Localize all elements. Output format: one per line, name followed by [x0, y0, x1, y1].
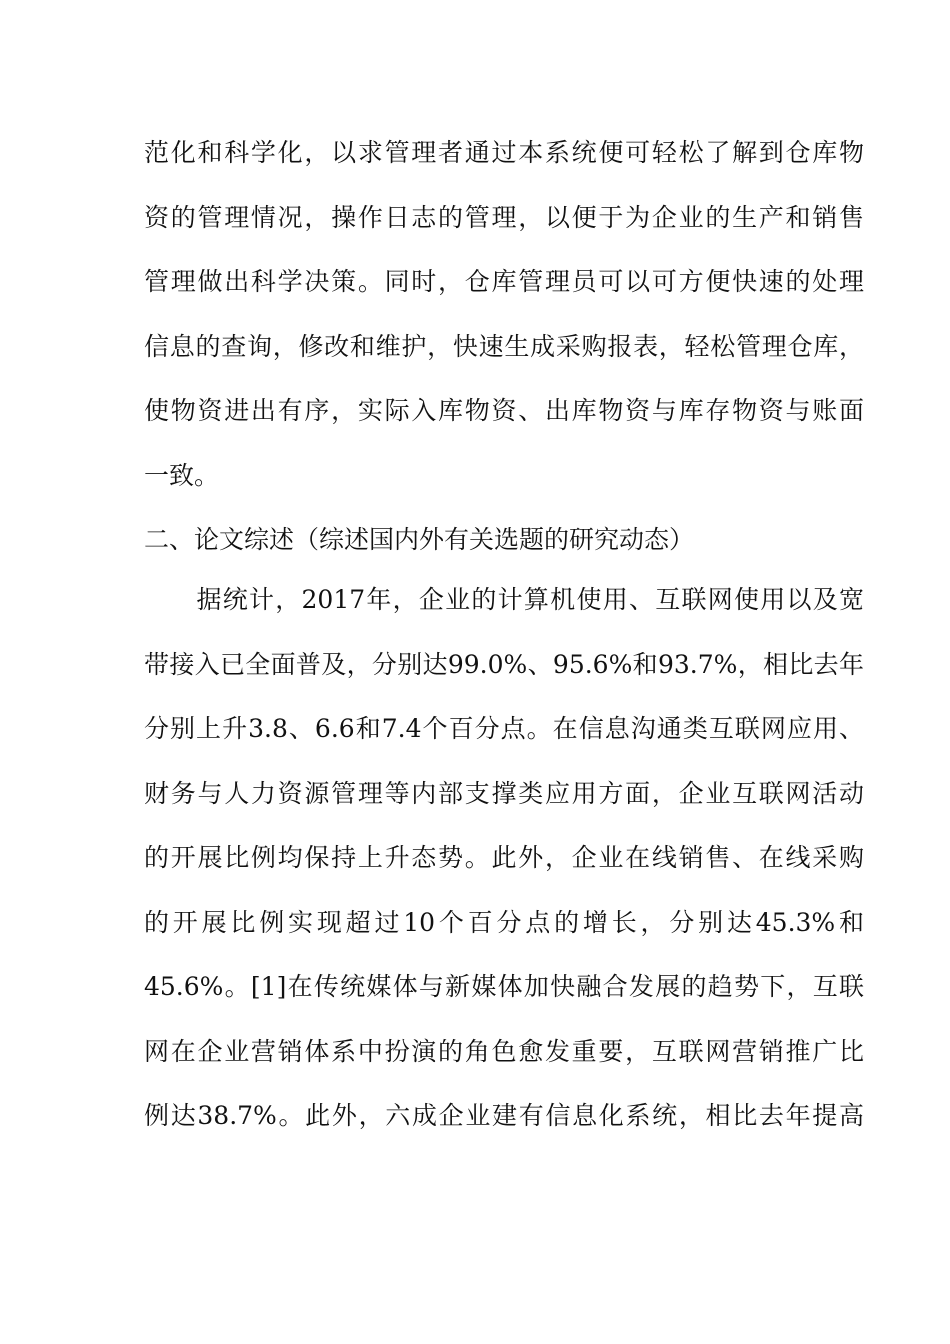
paragraph-line: 网在企业营销体系中扮演的角色愈发重要，互联网营销推广比	[144, 1036, 864, 1066]
paragraph-line: 管理做出科学决策。同时，仓库管理员可以可方便快速的处理	[144, 267, 864, 296]
paragraph-line: 范化和科学化，以求管理者通过本系统便可轻松了解到仓库物	[144, 138, 864, 167]
paragraph-line: 分别上升3.8、6.6和7.4个百分点。在信息沟通类互联网应用、	[144, 714, 864, 743]
paragraph-line: 财务与人力资源管理等内部支撑类应用方面，企业互联网活动	[144, 778, 864, 808]
paragraph-line: 资的管理情况，操作日志的管理，以便于为企业的生产和销售	[144, 202, 864, 232]
paragraph-line: 使物资进出有序，实际入库物资、出库物资与库存物资与账面	[144, 396, 864, 425]
paragraph-line: 的开展比例均保持上升态势。此外，企业在线销售、在线采购	[144, 843, 864, 872]
paragraph-line: 的开展比例实现超过10个百分点的增长，分别达45.3%和	[144, 907, 864, 937]
section-heading: 二、论文综述（综述国内外有关选题的研究动态）	[144, 525, 695, 554]
document-body	[144, 125, 864, 1153]
paragraph-line: 据统计，2017年，企业的计算机使用、互联网使用以及宽	[144, 585, 864, 614]
paragraph-line: 例达38.7%。此外，六成企业建有信息化系统，相比去年提高	[144, 1101, 864, 1130]
paragraph-line: 带接入已全面普及，分别达99.0%、95.6%和93.7%，相比去年	[144, 649, 864, 679]
paragraph-line: 一致。	[144, 460, 220, 490]
paragraph-line: 45.6%。[1]在传统媒体与新媒体加快融合发展的趋势下，互联	[144, 972, 864, 1001]
paragraph-line: 信息的查询，修改和维护，快速生成采购报表，轻松管理仓库，	[144, 331, 864, 361]
